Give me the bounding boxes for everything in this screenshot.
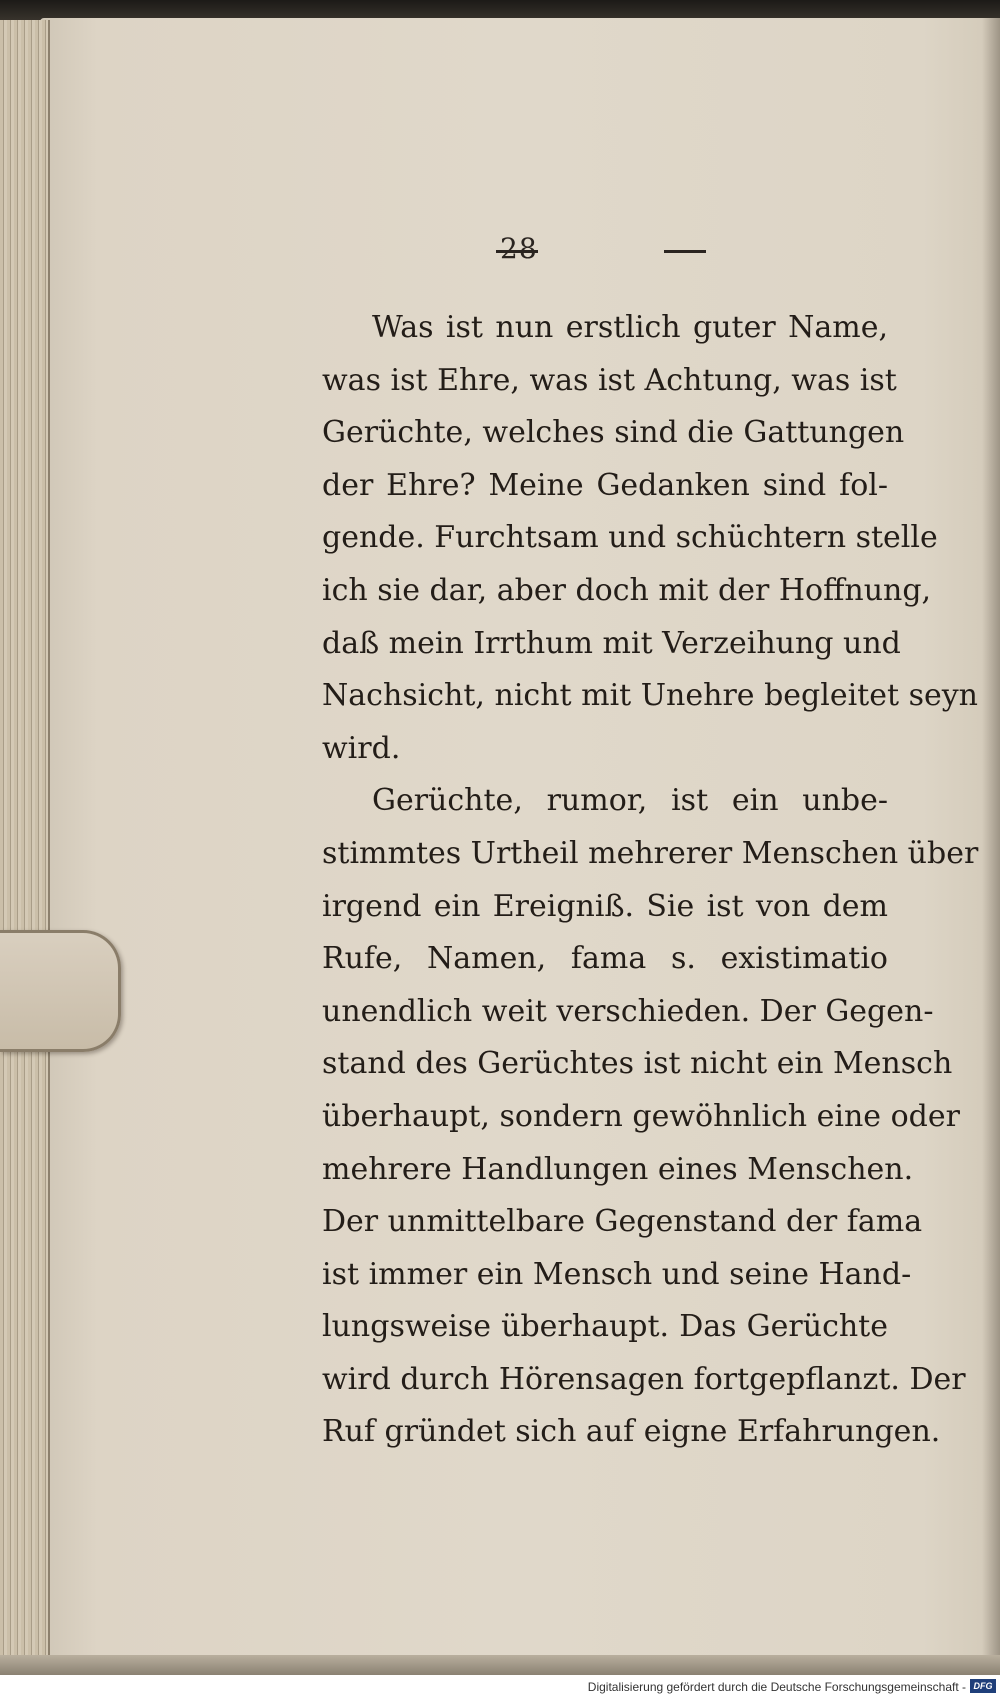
text-line: Rufe, Namen, fama s. existimatio	[322, 941, 888, 977]
funding-credit: Digitalisierung gefördert durch die Deutsche Forschungsgemeinschaft -	[587, 1680, 966, 1694]
page-number-dash-right	[664, 250, 706, 253]
text-line: Was ist nun erstlich guter Name,	[372, 310, 888, 345]
body-text	[322, 302, 979, 1459]
text-line: ich sie dar, aber doch mit der Hoffnung,	[322, 572, 932, 608]
text-line: Der unmittelbare Gegenstand der fama	[322, 1204, 923, 1240]
page-clip	[0, 930, 121, 1052]
text-line: daß mein Irrthum mit Verzeihung und	[322, 625, 901, 661]
book-fore-edge	[0, 20, 50, 1660]
text-line: gende. Furchtsam und schüchtern stelle	[322, 520, 938, 556]
text-line: überhaupt, sondern gewöhnlich eine oder	[322, 1098, 960, 1134]
text-line: stimmtes Urtheil mehrerer Menschen über	[322, 835, 979, 871]
text-line: ist immer ein Mensch und seine Hand-	[322, 1256, 912, 1292]
text-line: mehrere Handlungen eines Menschen.	[322, 1151, 914, 1187]
text-line: Gerüchte, welches sind die Gattungen	[322, 415, 905, 451]
text-line: stand des Gerüchtes ist nicht ein Mensch	[322, 1046, 953, 1082]
page-gutter-shadow	[982, 18, 1000, 1658]
text-line: irgend ein Ereigniß. Sie ist von dem	[322, 888, 888, 924]
text-line: Nachsicht, nicht mit Unehre begleitet seyn	[322, 678, 979, 714]
text-line: wird.	[322, 730, 401, 766]
dfg-logo: DFG	[970, 1679, 996, 1693]
text-line: Ruf gründet sich auf eigne Erfahrungen.	[322, 1414, 941, 1450]
text-line: wird durch Hörensagen fortgepflanzt. Der	[322, 1361, 966, 1397]
text-line: Gerüchte, rumor, ist ein unbe-	[372, 783, 888, 819]
text-line: der Ehre? Meine Gedanken sind fol-	[322, 467, 888, 503]
text-line: unendlich weit verschieden. Der Gegen-	[322, 993, 934, 1029]
page-number: 28	[500, 232, 538, 265]
text-line: lungsweise überhaupt. Das Gerüchte	[322, 1309, 888, 1345]
text-line: was ist Ehre, was ist Achtung, was ist	[322, 362, 897, 398]
scan-bottom-edge	[0, 1655, 1000, 1675]
